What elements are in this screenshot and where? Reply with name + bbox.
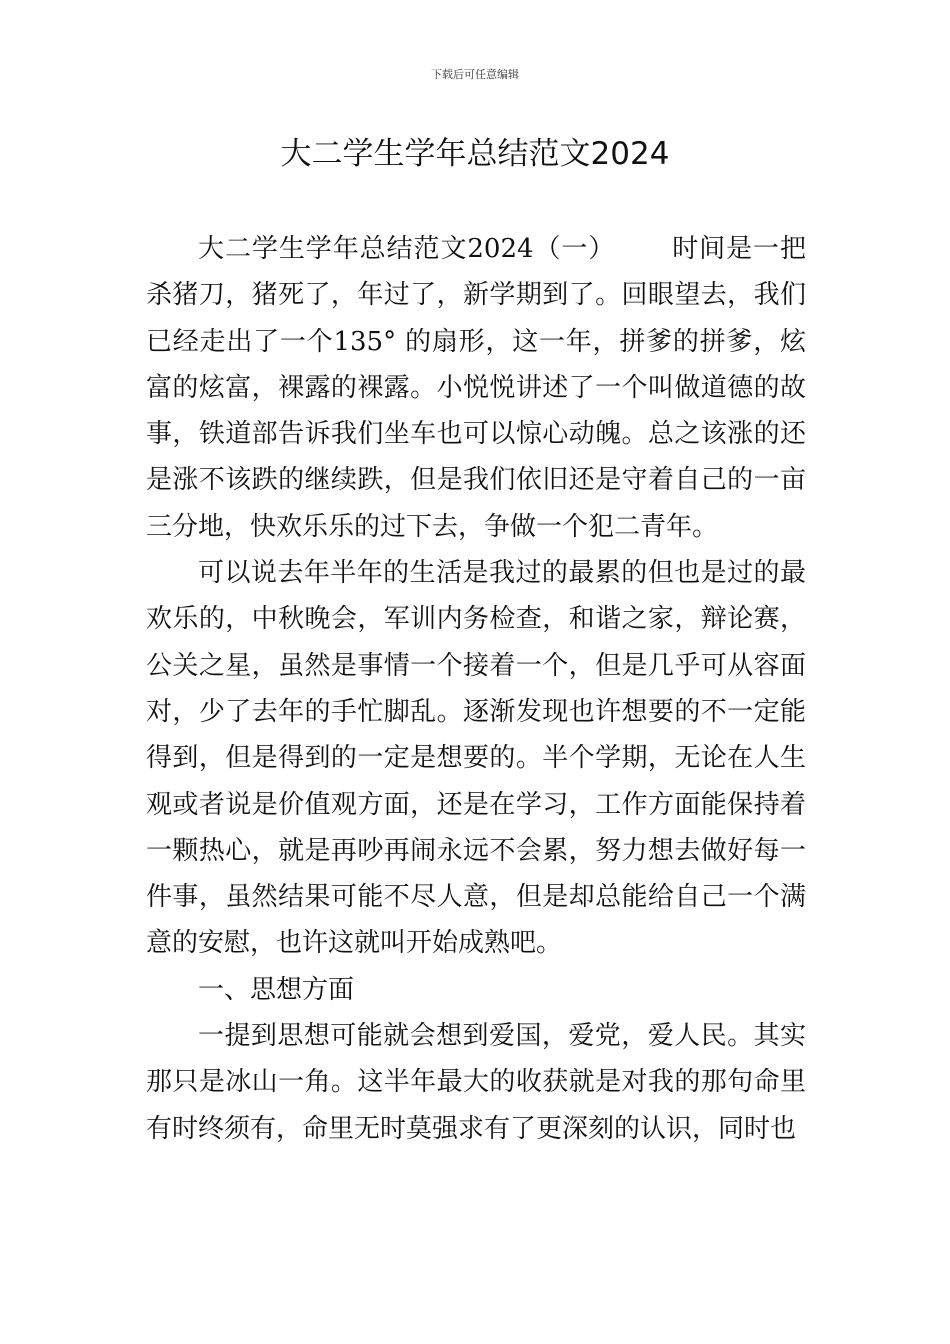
paragraph-3: 一提到思想可能就会想到爱国，爱党，爱人民。其实那只是冰山一角。这半年最大的收获就是对我的那句命里有时终须有，命里无时莫强求有了更深刻的认识，同时也 xyxy=(146,1021,806,1144)
paragraph-1-text: 时间是一把杀猪刀，猪死了，年过了，新学期到了。回眼望去，我们已经走出了一个135° 的扇形，这一年，拼爹的拼爹，炫富的炫富，裸露的裸露。小悦悦讲述了一个叫做道德的故事，铁道部告诉我们坐车也可以惊心动魄。总之该涨的还是涨不该跌的继续跌，但是我们依旧还是守着自己的一亩三分地，快欢乐乐的过下去，争做一个犯二青年。 xyxy=(146,234,806,542)
header-note: 下载后可任意编辑 xyxy=(431,68,519,81)
paragraph-1 xyxy=(146,226,806,550)
paragraph-2: 可以说去年半年的生活是我过的最累的但也是过的最欢乐的，中秋晚会，军训内务检查，和谐之家，辩论赛，公关之星，虽然是事情一个接着一个，但是几乎可从容面对，少了去年的手忙脚乱。逐渐发现也许想要的不一定能得到，但是得到的一定是想要的。半个学期，无论在人生观或者说是价值观方面，还是在学习，工作方面能保持着一颗热心，就是再吵再闹永远不会累，努力想去做好每一件事，虽然结果可能不尽人意，但是却总能给自己一个满意的安慰，也许这就叫开始成熟吧。 xyxy=(146,558,806,959)
section-title: 大二学生学年总结范文2024（一） xyxy=(198,234,616,264)
document-title: 大二学生学年总结范文2024 xyxy=(280,136,670,172)
heading-thought: 一、思想方面 xyxy=(198,974,355,1005)
document-body xyxy=(146,226,806,1152)
